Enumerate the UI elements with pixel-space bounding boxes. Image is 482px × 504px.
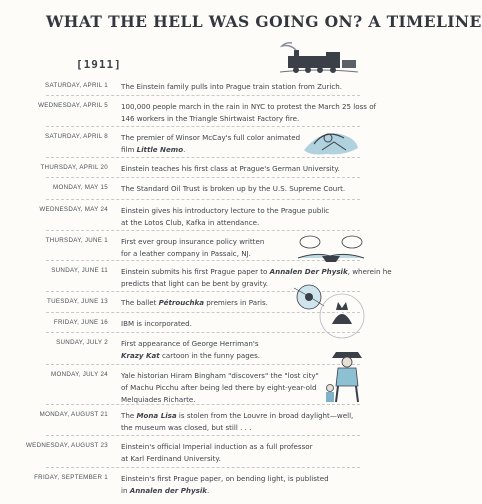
entry-date: TUESDAY, JUNE 13 [47,298,108,305]
entry-description: Einstein submits his first Prague paper to Annalen Der Physik, wherein he predicts that light can be bent by gravity. [121,267,392,288]
entry-description: IBM is incorporated. [121,319,192,328]
entry-date: WEDNESDAY, MAY 24 [39,206,108,213]
entry-description: Einstein's first Prague paper, on bending light, is publisted in Annalen der Physik. [121,474,329,495]
entry-date: FRIDAY, SEPTEMBER 1 [34,474,108,481]
entry-date: THURSDAY, JUNE 1 [45,237,108,244]
entry-description: The Standard Oil Trust is broken up by the U.S. Supreme Court. [121,184,346,193]
divider [46,404,360,405]
page-title: WHAT THE HELL WAS GOING ON? A TIMELINE [46,12,482,31]
entry-description: Einstein's official Imperial induction as a full professor at Karl Ferdinand University. [121,442,313,463]
entry-description: The ballet Pétrouchka premiers in Paris. [121,298,268,307]
entry-description: Yale historian Hiram Bingham "discovers" the "lost city" of Machu Picchu after being led there by eight-year-old Melquiades Richarte. [121,371,319,404]
divider [46,199,360,200]
entry-date: MONDAY, AUGUST 21 [39,411,108,418]
entry-description: The premier of Winsor McCay's full color animated film Little Nemo. [121,133,301,154]
divider [46,364,360,365]
entry-date: SATURDAY, APRIL 8 [45,133,108,140]
train-icon [278,42,360,76]
year-heading: [1911] [76,58,122,71]
divider [46,467,360,468]
entry-description: First appearance of George Herriman's Krazy Kat cartoon in the funny pages. [121,339,261,360]
entry-date: THURSDAY, APRIL 20 [40,164,108,171]
divider [46,332,360,333]
entry-description: First ever group insurance policy written for a leather company in Passaic, NJ. [121,237,265,258]
entry-date: SATURDAY, APRIL 1 [45,82,108,89]
divider [46,95,360,96]
divider [46,312,360,313]
entry-description: 100,000 people march in the rain in NYC to protest the March 25 loss of 146 workers in the Triangle Shirtwaist Factory fire. [121,102,377,123]
divider [46,230,360,231]
entry-description: Einstein gives his introductory lecture to the Prague public at the Lotos Club, Kafka in attendance. [121,206,330,227]
entry-description: The Einstein family pulls into Prague train station from Zurich. [121,82,342,91]
entry-date: MONDAY, JULY 24 [51,371,108,378]
entry-date: SUNDAY, JUNE 11 [51,267,108,274]
entry-date: FRIDAY, JUNE 16 [53,319,108,326]
little-nemo-illustration [300,120,362,160]
krazy-kat-illustration [316,290,368,342]
divider [46,435,360,436]
entry-date: WEDNESDAY, AUGUST 23 [26,442,108,449]
entry-date: MONDAY, MAY 15 [53,184,108,191]
insurance-handshake-illustration [296,232,366,268]
divider [46,177,360,178]
entry-description: The Mona Lisa is stolen from the Louvre in broad daylight—well, the museum was closed, but still . . . [121,411,354,432]
bingham-explorer-illustration [322,346,374,404]
entry-description: Einstein teaches his first class at Prague's German University. [121,164,340,173]
entry-date: WEDNESDAY, APRIL 5 [38,102,108,109]
entry-date: SUNDAY, JULY 2 [56,339,108,346]
